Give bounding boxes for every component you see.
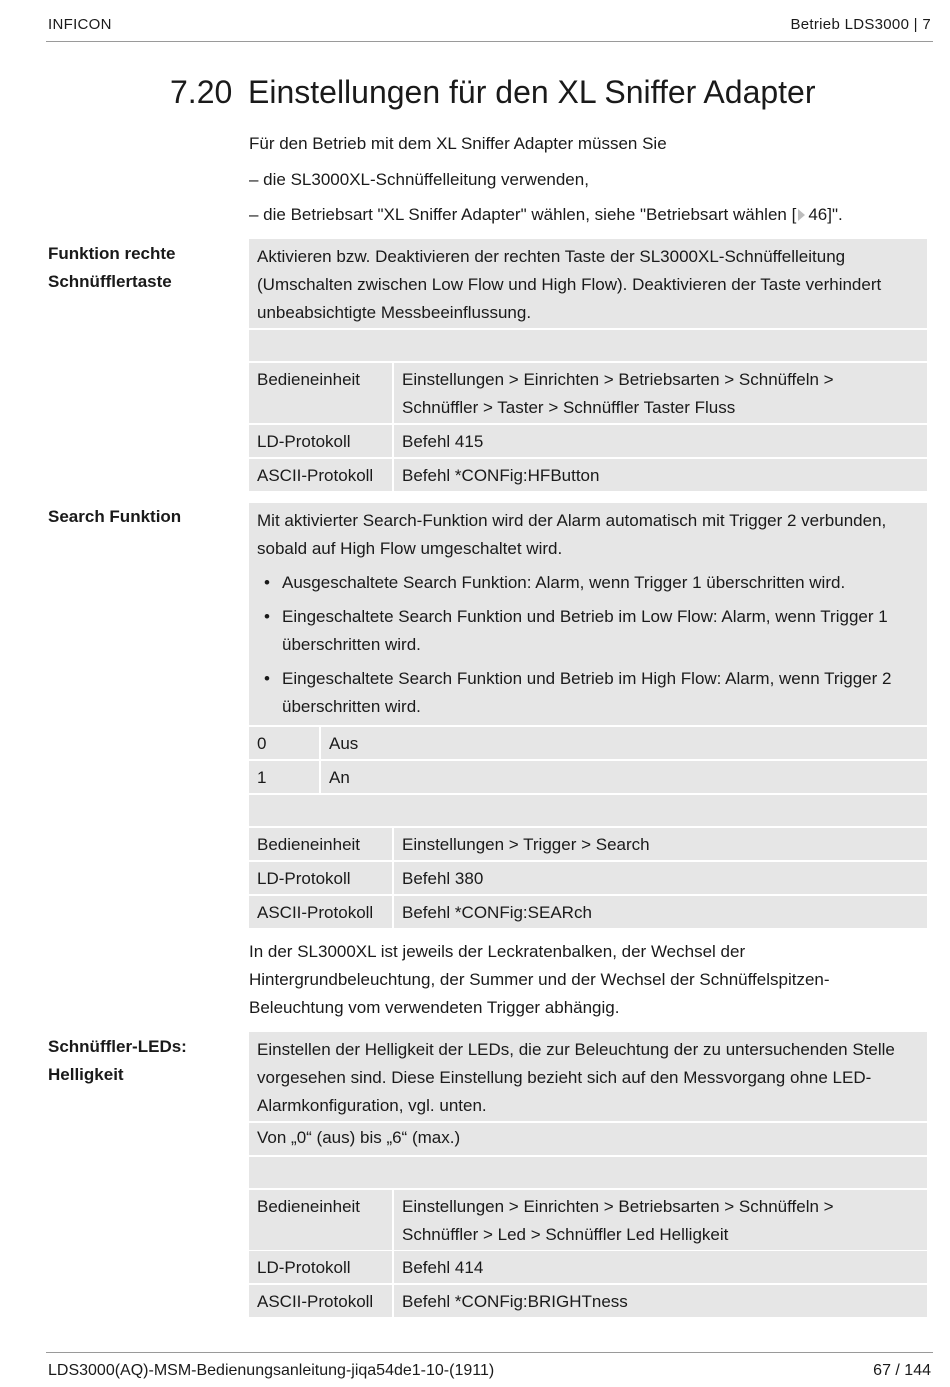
document-id: LDS3000(AQ)-MSM-Bedienungsanleitung-jiqa54de1-10-(1911) <box>48 1362 495 1379</box>
list-item <box>257 569 919 597</box>
label-led-brightness-l1: Schnüffler-LEDs: <box>48 1037 187 1056</box>
table-row <box>249 363 927 423</box>
desc-line: unbeabsichtigte Messbeeinflussung. <box>257 303 532 322</box>
list-item-text: überschritten wird. <box>282 697 421 716</box>
table-row <box>249 1251 927 1283</box>
table-value: Befehl *CONFig:HFButton <box>394 459 927 491</box>
menu-path-line: Einstellungen > Einrichten > Betriebsarten > Schnüffeln > <box>402 1197 834 1216</box>
label-right-button <box>48 240 238 296</box>
note-line: Beleuchtung vom verwendeten Trigger abhängig. <box>249 998 620 1017</box>
table-value <box>394 1190 927 1250</box>
page-number: 67 / 144 <box>873 1362 931 1379</box>
option-label: Aus <box>321 727 927 759</box>
table-spacer <box>249 795 927 826</box>
option-value: 0 <box>249 727 319 759</box>
intro-line-3-text: – die Betriebsart "XL Sniffer Adapter" wählen, siehe "Betriebsart wählen [ <box>249 205 797 224</box>
menu-path-line: Schnüffler > Led > Schnüffler Led Helligkeit <box>402 1225 729 1244</box>
desc-line: Einstellen der Helligkeit der LEDs, die zur Beleuchtung der zu untersuchenden Stelle <box>257 1040 895 1059</box>
table-value <box>394 363 927 423</box>
header-chapter: Betrieb LDS3000 | 7 <box>790 16 931 33</box>
menu-path-line: Einstellungen > Einrichten > Betriebsarten > Schnüffeln > <box>402 370 834 389</box>
table-row <box>249 862 927 894</box>
table-key: ASCII-Protokoll <box>249 896 392 928</box>
label-right-button-l2: Schnüfflertaste <box>48 272 172 291</box>
bullet-icon: • <box>264 669 270 688</box>
led-brightness-range: Von „0“ (aus) bis „6“ (max.) <box>249 1123 927 1155</box>
menu-path-line: Schnüffler > Taster > Schnüffler Taster Fluss <box>402 398 736 417</box>
section-heading: Einstellungen für den XL Sniffer Adapter <box>248 74 816 110</box>
table-key: Bedieneinheit <box>249 828 392 860</box>
table-key: LD-Protokoll <box>249 425 392 457</box>
note-line: Hintergrundbeleuchtung, der Summer und der Wechsel der Schnüffelspitzen- <box>249 970 830 989</box>
page-header <box>46 14 933 42</box>
bullet-icon: • <box>264 607 270 626</box>
right-button-description <box>249 239 927 328</box>
table-row <box>249 828 927 860</box>
table-row <box>249 425 927 457</box>
table-key: Bedieneinheit <box>249 1190 392 1250</box>
desc-line: Aktivieren bzw. Deaktivieren der rechten Taste der SL3000XL-Schnüffelleitung <box>257 247 846 266</box>
table-key: ASCII-Protokoll <box>249 1285 392 1317</box>
table-spacer <box>249 1157 927 1188</box>
option-value: 1 <box>249 761 319 793</box>
note-line: In der SL3000XL ist jeweils der Leckratenbalken, der Wechsel der <box>249 942 746 961</box>
table-value: Befehl 415 <box>394 425 927 457</box>
option-label: An <box>321 761 927 793</box>
table-value: Einstellungen > Trigger > Search <box>394 828 927 860</box>
list-item-text: Eingeschaltete Search Funktion und Betrieb im Low Flow: Alarm, wenn Trigger 1 <box>282 607 888 626</box>
desc-line: Alarmkonfiguration, vgl. unten. <box>257 1096 487 1115</box>
page-reference-link[interactable]: 46 <box>808 205 828 224</box>
option-row <box>249 761 927 793</box>
table-key: LD-Protokoll <box>249 1251 392 1283</box>
list-item-text: Ausgeschaltete Search Funktion: Alarm, wenn Trigger 1 überschritten wird. <box>282 573 846 592</box>
label-search-function: Search Funktion <box>48 507 182 526</box>
label-led-brightness-l2: Helligkeit <box>48 1065 124 1084</box>
table-key: LD-Protokoll <box>249 862 392 894</box>
table-row <box>249 1285 927 1317</box>
list-item <box>257 665 919 721</box>
option-row <box>249 727 927 759</box>
desc-line: Mit aktivierter Search-Funktion wird der Alarm automatisch mit Trigger 2 verbunden, <box>257 511 887 530</box>
table-value: Befehl *CONFig:SEARch <box>394 896 927 928</box>
table-row <box>249 459 927 491</box>
table-value: Befehl *CONFig:BRIGHTness <box>394 1285 927 1317</box>
table-value: Befehl 380 <box>394 862 927 894</box>
section-title <box>170 74 816 111</box>
desc-line: (Umschalten zwischen Low Flow und High Flow). Deaktivieren der Taste verhindert <box>257 275 882 294</box>
table-key: ASCII-Protokoll <box>249 459 392 491</box>
header-brand: INFICON <box>48 16 112 33</box>
list-item-text: überschritten wird. <box>282 635 421 654</box>
table-row <box>249 896 927 928</box>
label-right-button-l1: Funktion rechte <box>48 244 176 263</box>
page-link-arrow-icon <box>798 209 805 221</box>
intro-line-2: – die SL3000XL-Schnüffelleitung verwenden, <box>249 170 589 189</box>
led-brightness-description <box>249 1032 927 1121</box>
intro-line-3-end: ]". <box>827 205 843 224</box>
table-row <box>249 1190 927 1250</box>
bullet-icon: • <box>264 573 270 592</box>
intro-line-3 <box>249 201 843 229</box>
search-function-description <box>249 503 927 725</box>
table-spacer <box>249 330 927 361</box>
intro-line-1: Für den Betrieb mit dem XL Sniffer Adapter müssen Sie <box>249 134 667 153</box>
label-led-brightness <box>48 1033 238 1089</box>
table-value: Befehl 414 <box>394 1251 927 1283</box>
list-item <box>257 603 919 659</box>
desc-line: vorgesehen sind. Diese Einstellung bezieht sich auf den Messvorgang ohne LED- <box>257 1068 872 1087</box>
section-number: 7.20 <box>170 74 233 110</box>
desc-line: sobald auf High Flow umgeschaltet wird. <box>257 539 563 558</box>
table-key: Bedieneinheit <box>249 363 392 423</box>
trigger-note <box>249 938 830 1022</box>
page-footer <box>46 1352 933 1379</box>
list-item-text: Eingeschaltete Search Funktion und Betrieb im High Flow: Alarm, wenn Trigger 2 <box>282 669 892 688</box>
